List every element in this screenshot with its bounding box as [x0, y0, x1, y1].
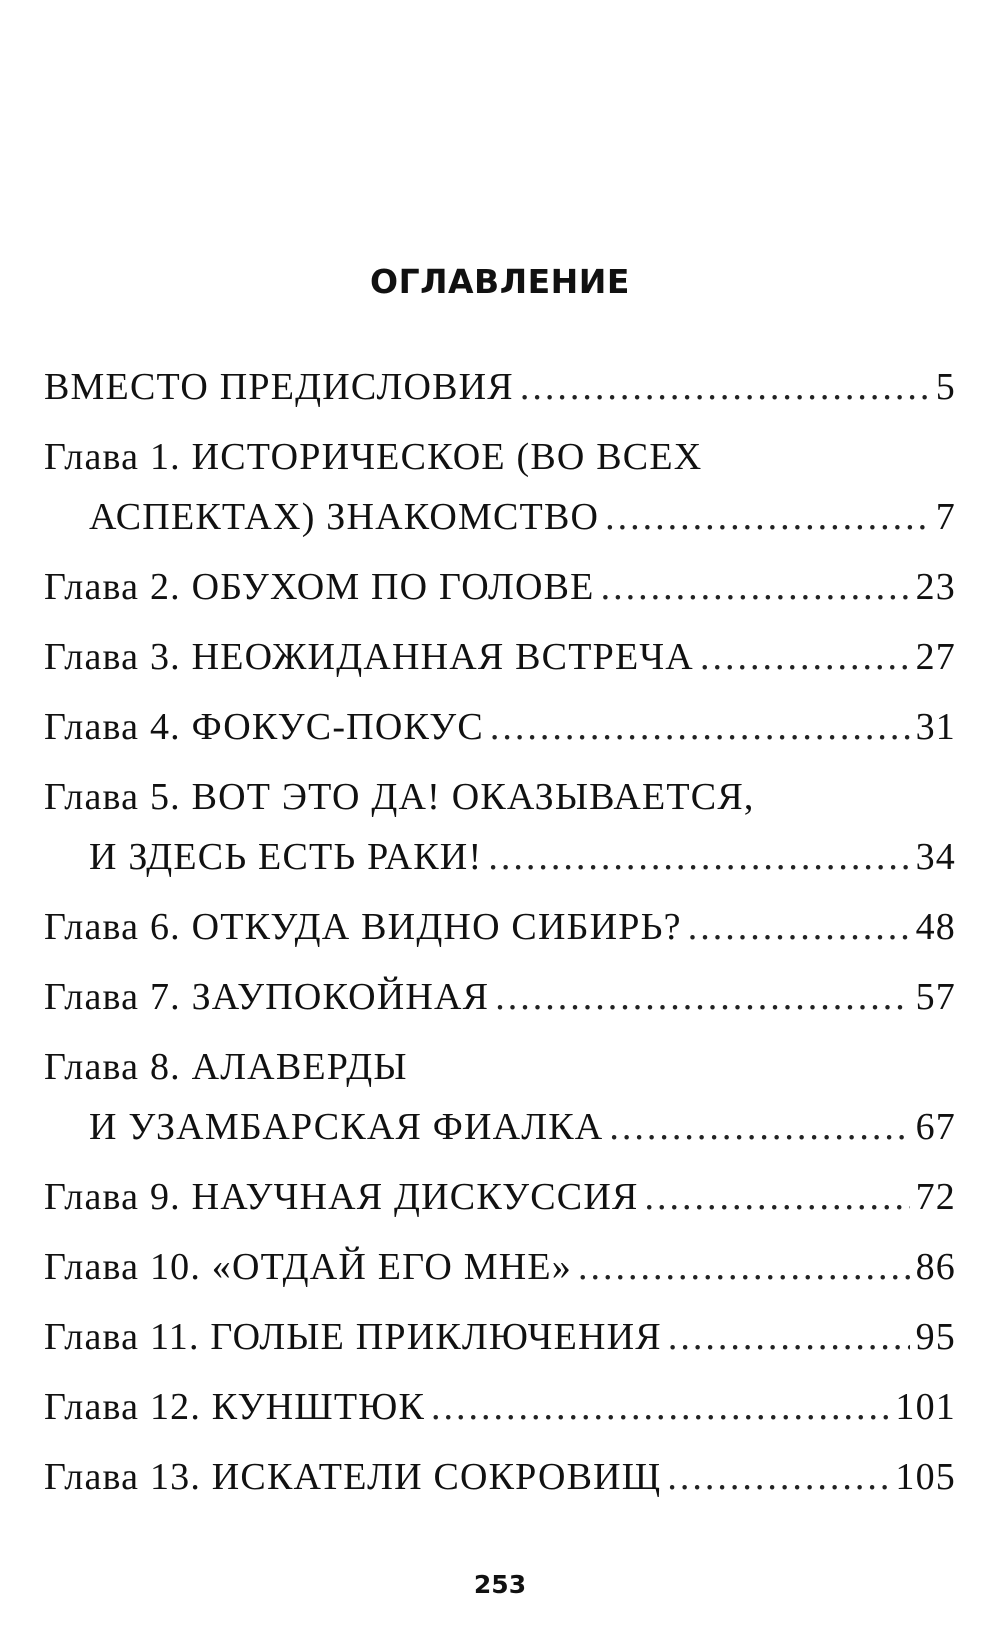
dot-leader: [488, 832, 909, 882]
toc-page-number: 48: [915, 906, 956, 948]
toc-entry-title: ОБУХОМ ПО ГОЛОВЕ: [191, 566, 595, 608]
toc-entry-title: ВОТ ЭТО ДА! ОКАЗЫВАЕТСЯ,: [191, 776, 755, 818]
toc-entry-title: ВМЕСТО ПРЕДИСЛОВИЯ: [44, 366, 514, 408]
toc-chapter-label: Глава 5.: [44, 776, 181, 818]
toc-entry: [44, 562, 956, 612]
space: [181, 632, 192, 682]
toc-chapter-label: Глава 4.: [44, 706, 181, 748]
space: [181, 772, 192, 822]
toc-entry: [44, 1242, 956, 1292]
dot-leader: [601, 562, 910, 612]
toc-entry: [44, 772, 956, 882]
dot-leader: [495, 972, 909, 1022]
toc-line: [44, 772, 956, 822]
toc-page-number: 5: [935, 366, 956, 408]
toc-line: [44, 702, 956, 752]
toc-chapter-label: Глава 2.: [44, 566, 181, 608]
toc-chapter-label: Глава 6.: [44, 906, 181, 948]
toc-entry-title: ИСТОРИЧЕСКОЕ (ВО ВСЕХ: [191, 436, 703, 478]
toc-chapter-label: Глава 1.: [44, 436, 181, 478]
dot-leader: [431, 1382, 889, 1432]
toc-chapter-label: Глава 8.: [44, 1046, 181, 1088]
toc-chapter-label: Глава 11.: [44, 1316, 200, 1358]
toc-entry-title: И УЗАМБАРСКАЯ ФИАЛКА: [89, 1106, 604, 1148]
toc-page-number: 67: [915, 1106, 956, 1148]
dot-leader: [668, 1312, 910, 1362]
dot-leader: [490, 702, 910, 752]
toc-line: [44, 562, 956, 612]
toc-page-number: 34: [915, 836, 956, 878]
toc-line: [44, 1382, 956, 1432]
toc-line: [44, 832, 956, 882]
toc-entry-title: ОТКУДА ВИДНО СИБИРЬ?: [191, 906, 682, 948]
toc-line: [44, 432, 956, 482]
space: [181, 1042, 192, 1092]
space: [181, 432, 192, 482]
toc-line: [44, 902, 956, 952]
dot-leader: [520, 362, 930, 412]
toc-line: [44, 1452, 956, 1502]
table-of-contents: [44, 362, 956, 1502]
toc-line: [44, 492, 956, 542]
toc-entry-title: «ОТДАЙ ЕГО МНЕ»: [211, 1246, 572, 1288]
toc-chapter-label: Глава 3.: [44, 636, 181, 678]
toc-entry: [44, 432, 956, 542]
toc-line: [44, 1312, 956, 1362]
toc-line: [44, 1242, 956, 1292]
toc-chapter-label: Глава 13.: [44, 1456, 202, 1498]
toc-entry-title: ГОЛЫЕ ПРИКЛЮЧЕНИЯ: [210, 1316, 662, 1358]
dot-leader: [645, 1172, 910, 1222]
page-number: 253: [473, 1570, 527, 1599]
dot-leader: [700, 632, 910, 682]
toc-entry: [44, 362, 956, 412]
toc-entry: [44, 702, 956, 752]
dot-leader: [578, 1242, 910, 1292]
toc-page-number: 7: [935, 496, 956, 538]
space: [201, 1452, 212, 1502]
dot-leader: [609, 1102, 909, 1152]
space: [181, 702, 192, 752]
toc-line: [44, 1102, 956, 1152]
toc-page-number: 105: [895, 1456, 956, 1498]
toc-entry-title: АЛАВЕРДЫ: [191, 1046, 408, 1088]
toc-page-number: 23: [915, 566, 956, 608]
toc-entry: [44, 1452, 956, 1502]
toc-entry: [44, 632, 956, 682]
toc-entry: [44, 972, 956, 1022]
space: [201, 1382, 212, 1432]
toc-entry-title: И ЗДЕСЬ ЕСТЬ РАКИ!: [89, 836, 483, 878]
space: [181, 562, 192, 612]
toc-line: [44, 632, 956, 682]
toc-line: [44, 362, 956, 412]
toc-page-number: 57: [915, 976, 956, 1018]
toc-entry: [44, 1312, 956, 1362]
toc-line: [44, 972, 956, 1022]
toc-page-number: 86: [915, 1246, 956, 1288]
space: [201, 1242, 212, 1292]
toc-entry-title: ИСКАТЕЛИ СОКРОВИЩ: [211, 1456, 662, 1498]
dot-leader: [605, 492, 930, 542]
toc-entry-title: НЕОЖИДАННАЯ ВСТРЕЧА: [191, 636, 694, 678]
space: [181, 902, 192, 952]
toc-heading: ОГЛАВЛЕНИЕ: [370, 262, 630, 301]
toc-entry-title: АСПЕКТАХ) ЗНАКОМСТВО: [89, 496, 600, 538]
toc-entry: [44, 1172, 956, 1222]
toc-page-number: 72: [915, 1176, 956, 1218]
toc-entry-title: ФОКУС-ПОКУС: [191, 706, 484, 748]
dot-leader: [688, 902, 910, 952]
toc-entry: [44, 1382, 956, 1432]
toc-entry: [44, 902, 956, 952]
toc-chapter-label: Глава 7.: [44, 976, 181, 1018]
toc-entry: [44, 1042, 956, 1152]
toc-page-number: 95: [915, 1316, 956, 1358]
space: [200, 1312, 211, 1362]
space: [181, 1172, 192, 1222]
toc-page-number: 27: [915, 636, 956, 678]
toc-page-number: 31: [915, 706, 956, 748]
dot-leader: [667, 1452, 889, 1502]
toc-entry-title: КУНШТЮК: [211, 1386, 426, 1428]
toc-line: [44, 1172, 956, 1222]
toc-page-number: 101: [895, 1386, 956, 1428]
toc-chapter-label: Глава 9.: [44, 1176, 181, 1218]
toc-line: [44, 1042, 956, 1092]
toc-entry-title: НАУЧНАЯ ДИСКУССИЯ: [191, 1176, 639, 1218]
toc-chapter-label: Глава 10.: [44, 1246, 202, 1288]
space: [181, 972, 192, 1022]
toc-chapter-label: Глава 12.: [44, 1386, 202, 1428]
toc-entry-title: ЗАУПОКОЙНАЯ: [191, 976, 490, 1018]
